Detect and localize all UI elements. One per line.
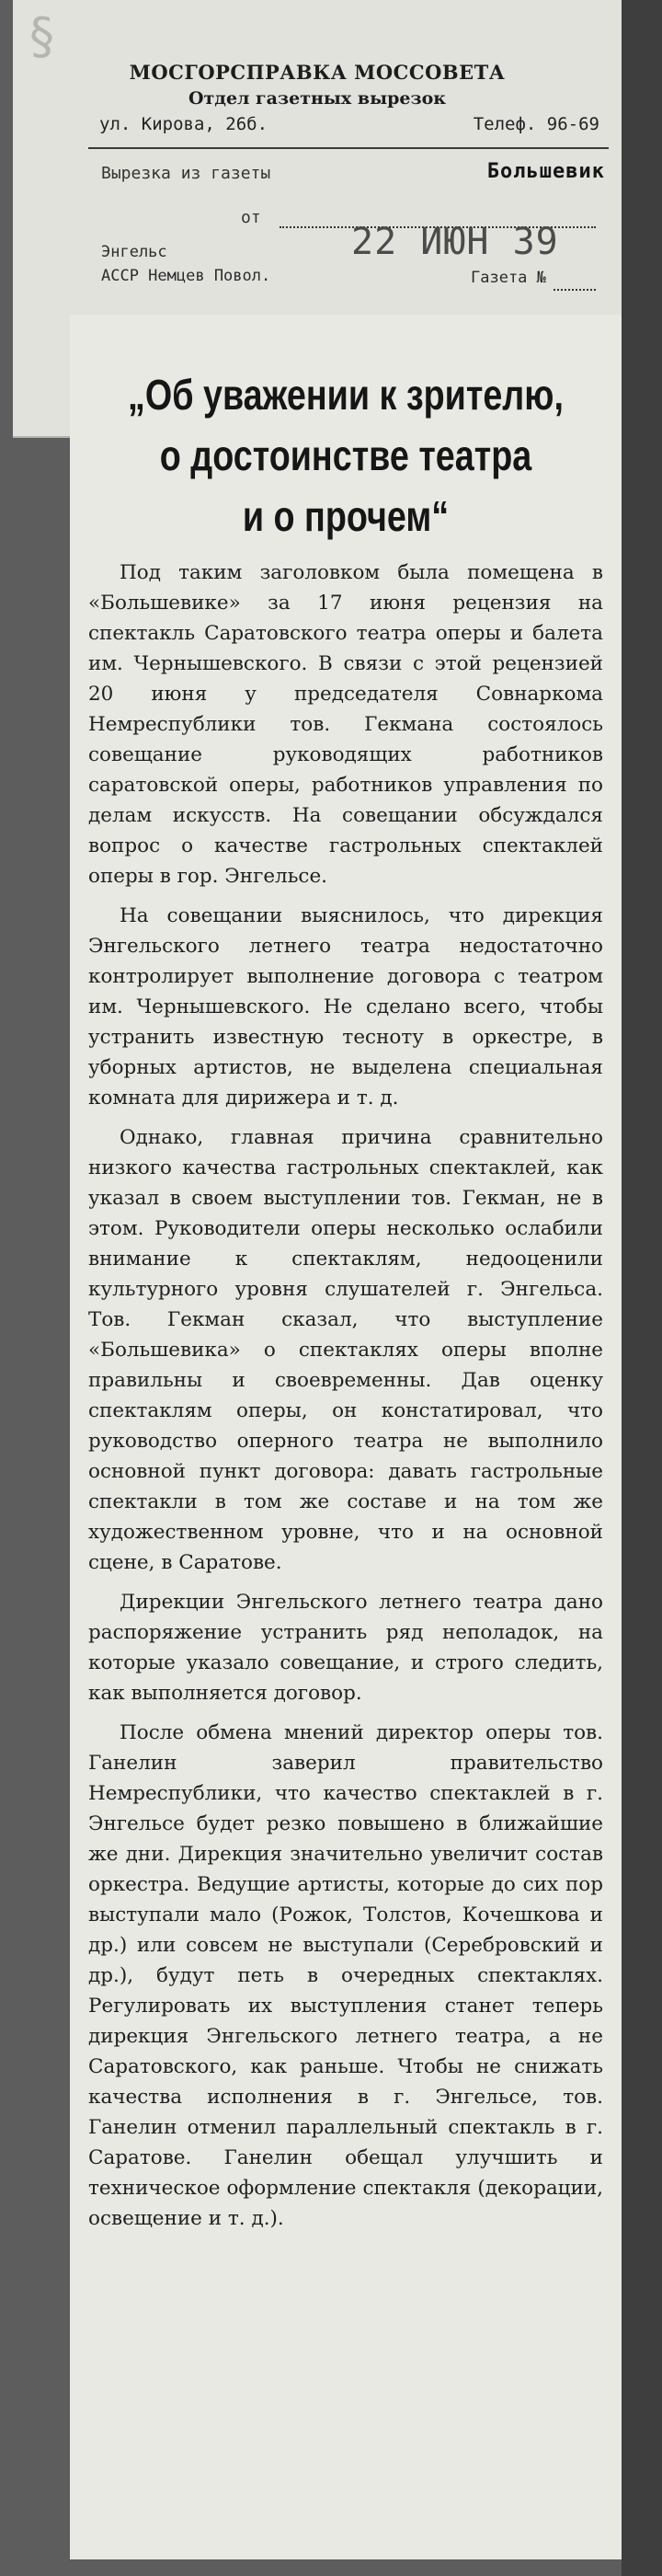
article-headline [120, 364, 572, 546]
headline-line: и о прочем“ [242, 492, 450, 540]
region: АССР Немцев Повол. [101, 267, 271, 285]
organization-name: МОСГОРСПРАВКА МОССОВЕТА [129, 61, 506, 84]
newspaper-name: Большевик [486, 160, 605, 183]
phone: Телеф. 96-69 [473, 114, 599, 134]
headline-line: „Об уважении к зрителю, [128, 371, 564, 419]
article-paragraph: Однако, главная причина сравнительно низкого качества гастрольных спектаклей, как указал в своем выступлении тов. Гекман, не в этом. Руководители оперы несколько ослабили внимание к спектаклям, недооценили культурного уровня слушателей г. Энгельса. Тов. Гекман сказал, что выступление «Большевика» о спектаклях оперы вполне правильны и своевременны. Дав оценку спектаклям оперы, он констатировал, что руководство оперного театра не выполнило основной пункт договора: давать гастрольные спектакли в том же составе и на том же художественном уровне, что и на основной сцене, в Саратове. [88, 1126, 603, 1574]
article-paragraph: Дирекции Энгельского летнего театра дано распоряжение устранить ряд неполадок, на которые указало совещание, и строго следить, как выполняется договор. [88, 1591, 603, 1705]
date-stamp: 22 ИЮН 39 [351, 221, 559, 263]
number-dotted-line [554, 272, 596, 291]
header-divider [88, 147, 609, 149]
article-paragraph: На совещании выяснилось, что дирекция Энгельского летнего театра недостаточно контролирует выполнение договора с театром им. Чернышевского. Не сделано всего, чтобы устранить известную тесноту в оркестре, в уборных артистов, не выделена специальная комната для дирижера и т. д. [88, 904, 603, 1110]
address: ул. Кирова, 26б. [99, 114, 268, 134]
department-name: Отдел газетных вырезок [188, 88, 447, 109]
pencil-mark-icon: § [29, 7, 54, 65]
newspaper-clipping [70, 315, 622, 2559]
article-paragraph: Под таким заголовком была помещена в «Большевике» за 17 июня рецензия на спектакль Саратовского театра оперы и балета им. Чернышевского. В связи с этой рецензией 20 июня у председателя Совнаркома Немреспублики тов. Гекмана состоялось совещание руководящих работников саратовской оперы, работников управления по делам искусств. На совещании обсуждался вопрос о качестве гастрольных спектаклей оперы в гор. Энгельсе. [88, 561, 603, 888]
city: Энгельс [101, 243, 167, 261]
article-body [88, 558, 603, 2243]
article-paragraph: После обмена мнений директор оперы тов. Ганелин заверил правительство Немреспублики, что качество спектаклей в г. Энгельсе будет резко повышено в ближайшие же дни. Дирекция значительно увеличит состав оркестра. Ведущие артисты, которые до сих пор выступали мало (Рожок, Толстов, Кочешкова и др.) или совсем не выступали (Серебровский и др.), будут петь в очередных спектаклях. Регулировать их выступления станет теперь дирекция Энгельского летнего театра, а не Саратовского, как раньше. Чтобы не снижать качества исполнения в г. Энгельсе, тов. Ганелин отменил параллельный спектакль в г. Саратове. Ганелин обещал улучшить и техническое оформление спектакля (декорации, освещение и т. д.). [88, 1721, 603, 2230]
clipping-label: Вырезка из газеты [101, 164, 271, 183]
gazeta-number-label: Газета № [471, 269, 546, 287]
from-label: от [241, 208, 261, 227]
headline-line: о достоинстве театра [159, 431, 532, 479]
background-strip [622, 0, 662, 2576]
